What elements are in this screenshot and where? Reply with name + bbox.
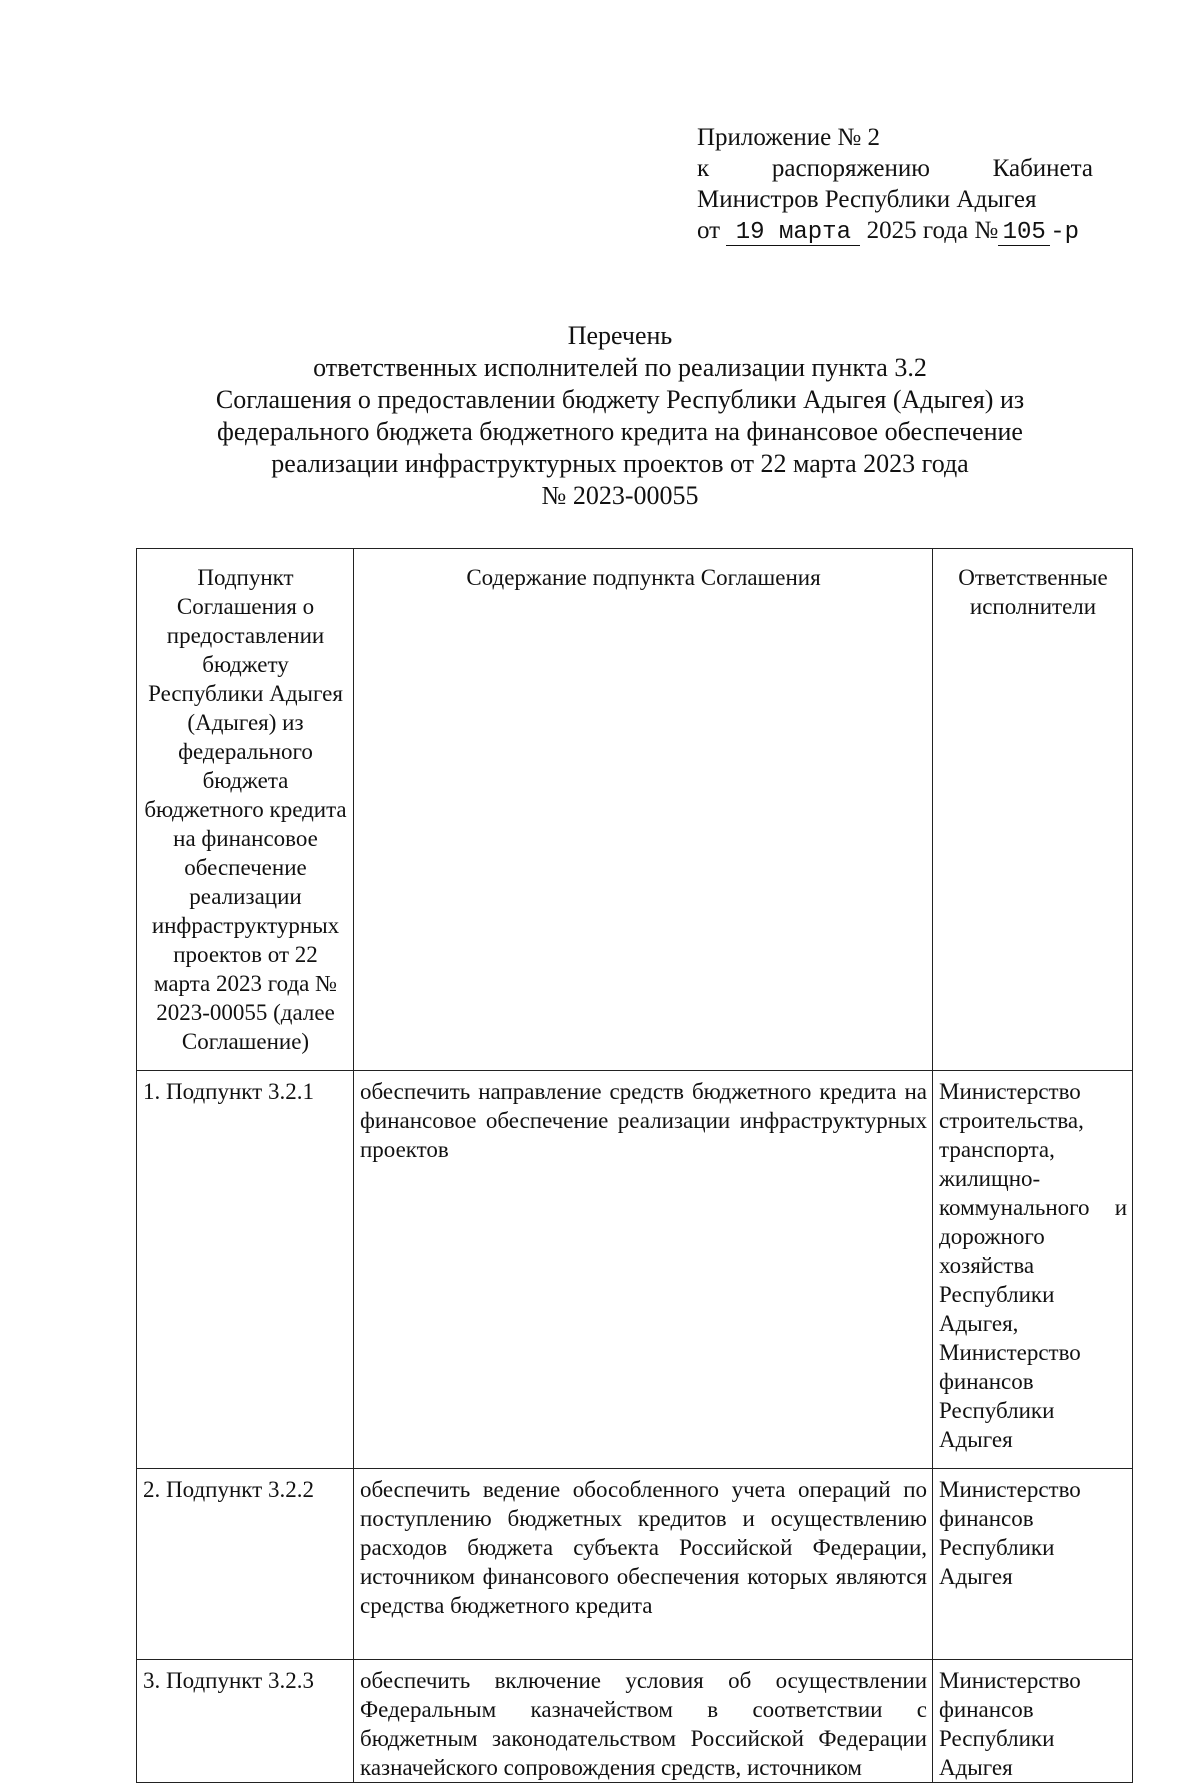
- row-content: обеспечить направление средств бюджетного кредита на финансовое обеспечение реализации инфраструктурных проектов: [354, 1071, 933, 1469]
- appendix-to-order: [697, 153, 1093, 184]
- appendix-date-line: [697, 215, 1093, 248]
- appendix-header: [697, 122, 1093, 248]
- row-content: обеспечить включение условия об осуществлении Федеральным казначейством в соответствии с бюджетным законодательством Российской Федерации казначейского сопровождения средств, источником: [354, 1660, 933, 1783]
- appendix-year: 2025 года №: [866, 217, 999, 244]
- title-line-1: Перечень: [567, 321, 673, 350]
- row-responsible: Министерство финансов Республики Адыгея: [933, 1469, 1133, 1660]
- appendix-word-order: распоряжению: [771, 155, 930, 182]
- row-item: 3. Подпункт 3.2.3: [137, 1660, 354, 1783]
- row-responsible: Министерство строительства, транспорта, жилищно-коммунального и дорожного хозяйства Республики Адыгея, Министерство финансов Республики Адыгея: [933, 1071, 1133, 1469]
- table-row: [137, 1660, 1133, 1783]
- header-subitem: Подпункт Соглашения о предоставлении бюджету Республики Адыгея (Адыгея) из федерального бюджета бюджетного кредита на финансовое обеспечение реализации инфраструктурных проектов от 22 марта 2023 года № 2023-00055 (далее Соглашение): [137, 549, 354, 1071]
- title-line-4: федерального бюджета бюджетного кредита на финансовое обеспечение: [217, 417, 1023, 446]
- row-responsible: Министерство финансов Республики Адыгея: [933, 1660, 1133, 1783]
- title-line-6: № 2023-00055: [541, 481, 699, 510]
- header-content: Содержание подпункта Соглашения: [354, 549, 933, 1071]
- table-row: [137, 1469, 1133, 1660]
- table-header-row: [137, 549, 1133, 1071]
- header-responsible: Ответственные исполнители: [933, 549, 1133, 1071]
- table-row: [137, 1071, 1133, 1469]
- appendix-order-suffix: -р: [1050, 219, 1080, 246]
- appendix-ministers: Министров Республики Адыгея: [697, 186, 1037, 213]
- appendix-order-number: 105: [998, 221, 1050, 246]
- title-line-2: ответственных исполнителей по реализации пункта 3.2: [313, 353, 927, 382]
- row-item: 1. Подпункт 3.2.1: [137, 1071, 354, 1469]
- title-line-3: Соглашения о предоставлении бюджету Республики Адыгея (Адыгея) из: [215, 385, 1025, 414]
- responsibles-table: [136, 548, 1133, 1783]
- appendix-number: Приложение № 2: [697, 124, 881, 151]
- appendix-word-to: к: [697, 155, 710, 182]
- appendix-date: 19 марта: [726, 221, 860, 246]
- row-content: обеспечить ведение обособленного учета операций по поступлению бюджетных кредитов и осуществлению расходов бюджета субъекта Российской Федерации, источником финансового обеспечения которых являются средства бюджетного кредита: [354, 1469, 933, 1660]
- row-item: 2. Подпункт 3.2.2: [137, 1469, 354, 1660]
- appendix-word-cabinet: Кабинета: [992, 155, 1093, 182]
- title-line-5: реализации инфраструктурных проектов от 22 марта 2023 года: [271, 449, 969, 478]
- document-title: [120, 320, 1120, 512]
- appendix-from: от: [697, 217, 721, 244]
